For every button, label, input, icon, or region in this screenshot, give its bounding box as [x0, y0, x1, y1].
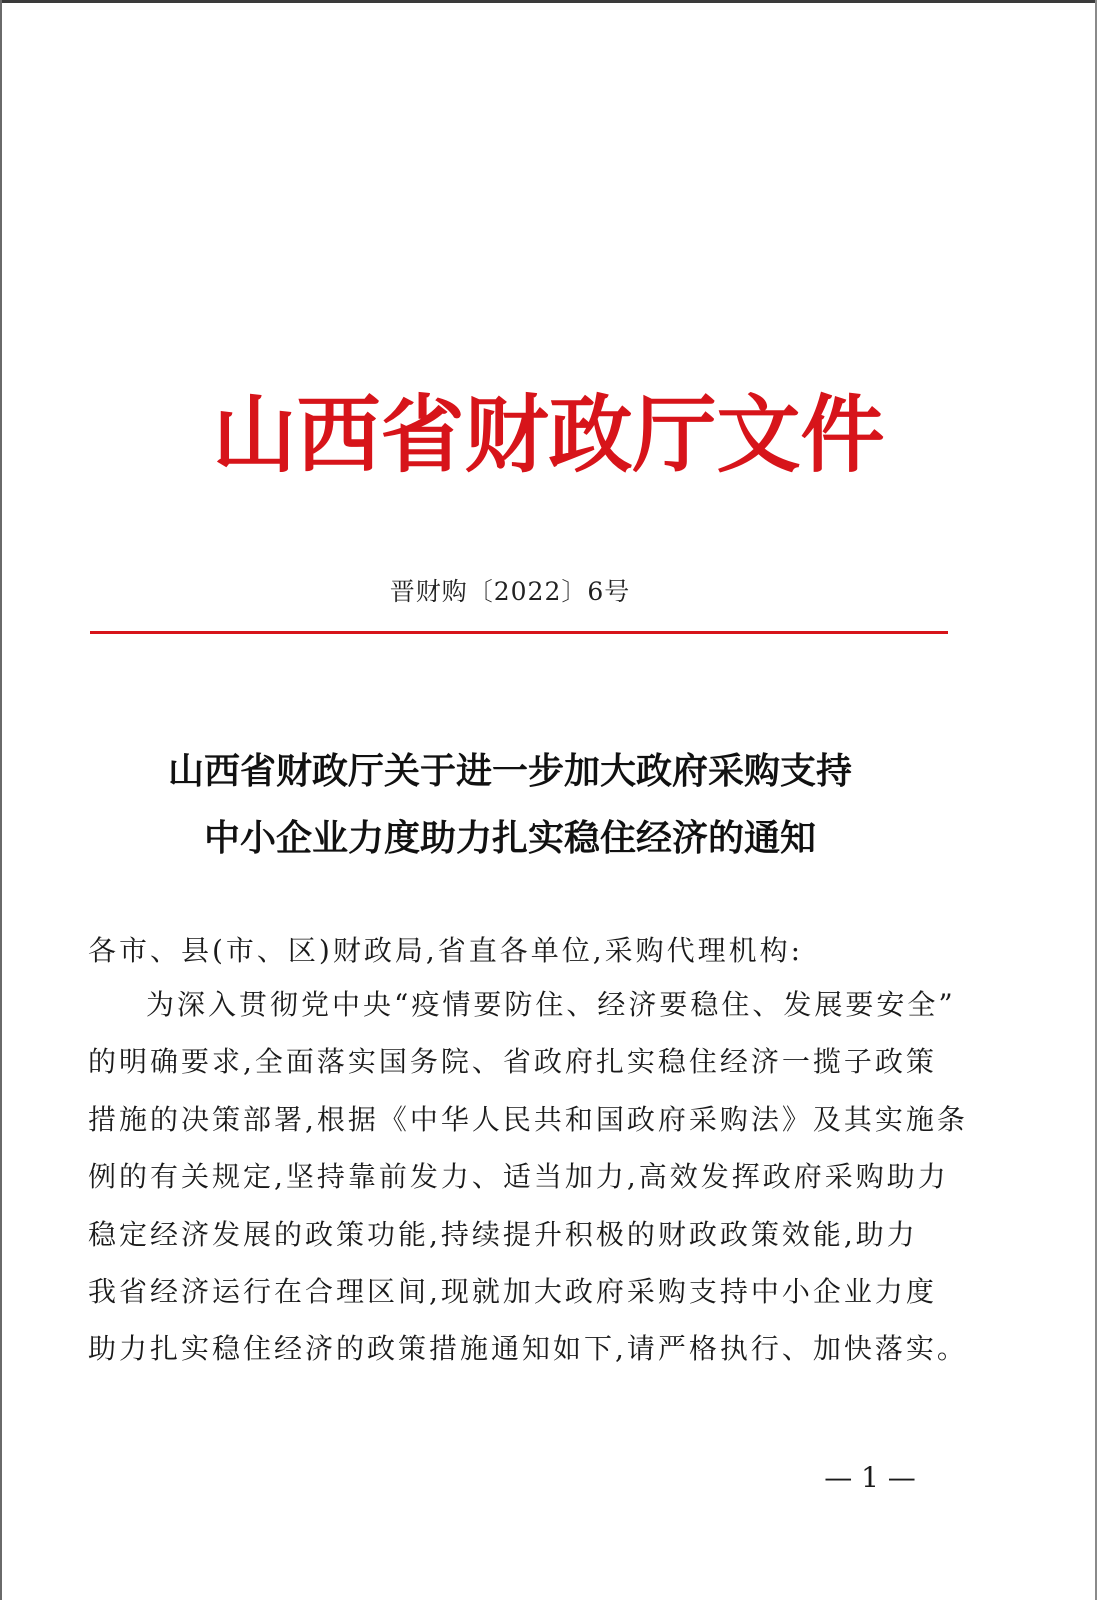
salutation: 各市、县(市、区)财政局,省直各单位,采购代理机构:: [88, 934, 804, 967]
notice-title: [0, 738, 1020, 872]
body-line: 为深入贯彻党中央“疫情要防住、经济要稳住、发展要安全”: [146, 988, 956, 1021]
body-line: 措施的决策部署,根据《中华人民共和国政府采购法》及其实施条: [88, 1102, 968, 1136]
body-line: 例的有关规定,坚持靠前发力、适当加力,高效发挥政府采购助力: [88, 1160, 949, 1194]
red-divider-rule: [90, 631, 948, 634]
body-line: 稳定经济发展的政策功能,持续提升积极的财政政策效能,助力: [88, 1217, 918, 1251]
document-number: 晋财购〔2022〕6号: [389, 577, 631, 606]
body-line: 助力扎实稳住经济的政策措施通知如下,请严格执行、加快落实。: [88, 1332, 968, 1366]
notice-title-line-2: 中小企业力度助力扎实稳住经济的通知: [203, 818, 816, 859]
page-number: — 1 —: [824, 1461, 916, 1494]
notice-title-line-1: 山西省财政厅关于进一步加大政府采购支持: [167, 751, 852, 792]
document-header-title: 山西省财政厅文件: [212, 385, 885, 484]
body-line: 的明确要求,全面落实国务院、省政府扎实稳住经济一揽子政策: [88, 1045, 937, 1079]
body-paragraph: [88, 983, 968, 1385]
body-line: 我省经济运行在合理区间,现就加大政府采购支持中小企业力度: [88, 1274, 937, 1308]
scan-edge-top: [0, 0, 1097, 3]
